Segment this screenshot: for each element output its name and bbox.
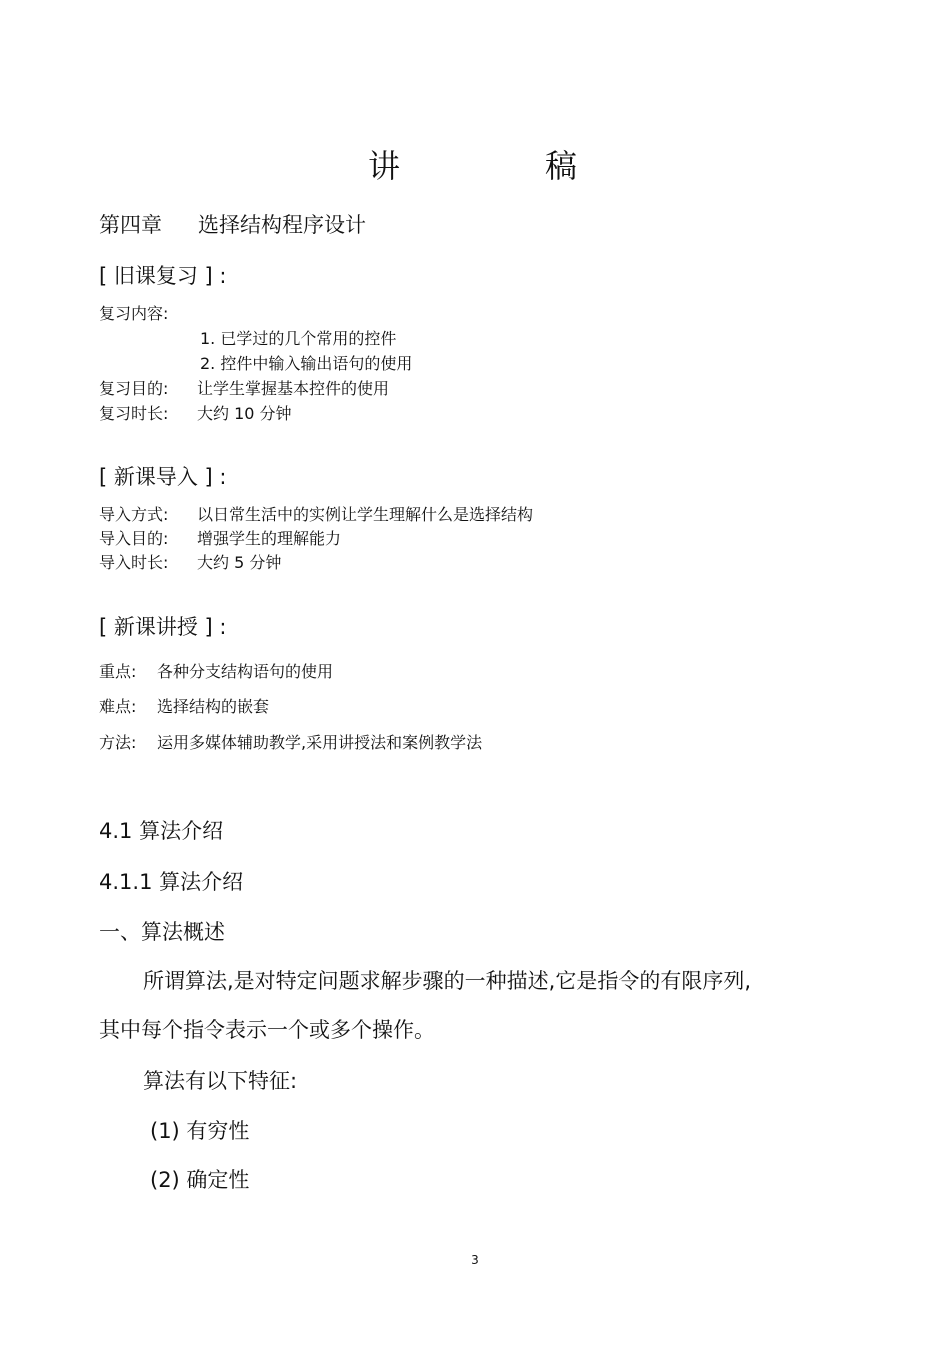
review-duration: 大约 10 分钟: [197, 404, 292, 423]
review-purpose-row: [99, 381, 389, 397]
section-4-1-1-heading: 4.1.1 算法介绍: [99, 870, 244, 894]
intro-purpose: 增强学生的理解能力: [197, 529, 342, 548]
intro-purpose-row: [99, 531, 341, 547]
review-item-2: 2. 控件中输入输出语句的使用: [200, 354, 413, 373]
intro-method: 以日常生活中的实例让学生理解什么是选择结构: [197, 505, 534, 524]
feature-item-1: (1) 有穷性: [150, 1119, 250, 1143]
chapter-number: 第四章: [99, 213, 162, 237]
review-heading: [ 旧课复习 ] :: [99, 264, 227, 288]
lecture-method: 运用多媒体辅助教学,采用讲授法和案例教学法: [157, 733, 483, 752]
review-purpose: 让学生掌握基本控件的使用: [197, 379, 390, 398]
review-duration-row: [99, 406, 292, 422]
paragraph-line-2: 其中每个指令表示一个或多个操作。: [99, 1018, 435, 1042]
title-char-left: 讲: [368, 147, 401, 185]
lecture-difficulty-label: 难点:: [99, 697, 137, 716]
part-one-heading: 一、算法概述: [99, 920, 225, 944]
chapter-heading: [99, 215, 366, 236]
lecture-difficulty-row: [99, 699, 269, 715]
feature-item-2: (2) 确定性: [150, 1168, 250, 1192]
intro-purpose-label: 导入目的:: [99, 529, 169, 548]
intro-heading: [ 新课导入 ] :: [99, 465, 227, 489]
lecture-key-row: [99, 664, 333, 680]
review-content-label: 复习内容:: [99, 304, 169, 323]
lecture-key-label: 重点:: [99, 662, 137, 681]
lecture-difficulty: 选择结构的嵌套: [157, 697, 270, 716]
lecture-method-label: 方法:: [99, 733, 137, 752]
section-4-1-heading: 4.1 算法介绍: [99, 819, 224, 843]
page-number: 3: [471, 1253, 479, 1267]
lecture-method-row: [99, 735, 482, 751]
intro-method-label: 导入方式:: [99, 505, 169, 524]
review-duration-label: 复习时长:: [99, 404, 169, 423]
features-intro: 算法有以下特征:: [143, 1069, 298, 1093]
chapter-name: 选择结构程序设计: [198, 213, 366, 237]
intro-method-row: [99, 507, 533, 523]
title-char-right: 稿: [545, 147, 578, 185]
intro-duration-label: 导入时长:: [99, 553, 169, 572]
review-item-1: 1. 已学过的几个常用的控件: [200, 329, 397, 348]
intro-duration-row: [99, 555, 281, 571]
lecture-key: 各种分支结构语句的使用: [157, 662, 334, 681]
review-purpose-label: 复习目的:: [99, 379, 169, 398]
paragraph-line-1: 所谓算法,是对特定问题求解步骤的一种描述,它是指令的有限序列,: [143, 969, 752, 993]
intro-duration: 大约 5 分钟: [197, 553, 282, 572]
lecture-heading: [ 新课讲授 ] :: [99, 615, 227, 639]
